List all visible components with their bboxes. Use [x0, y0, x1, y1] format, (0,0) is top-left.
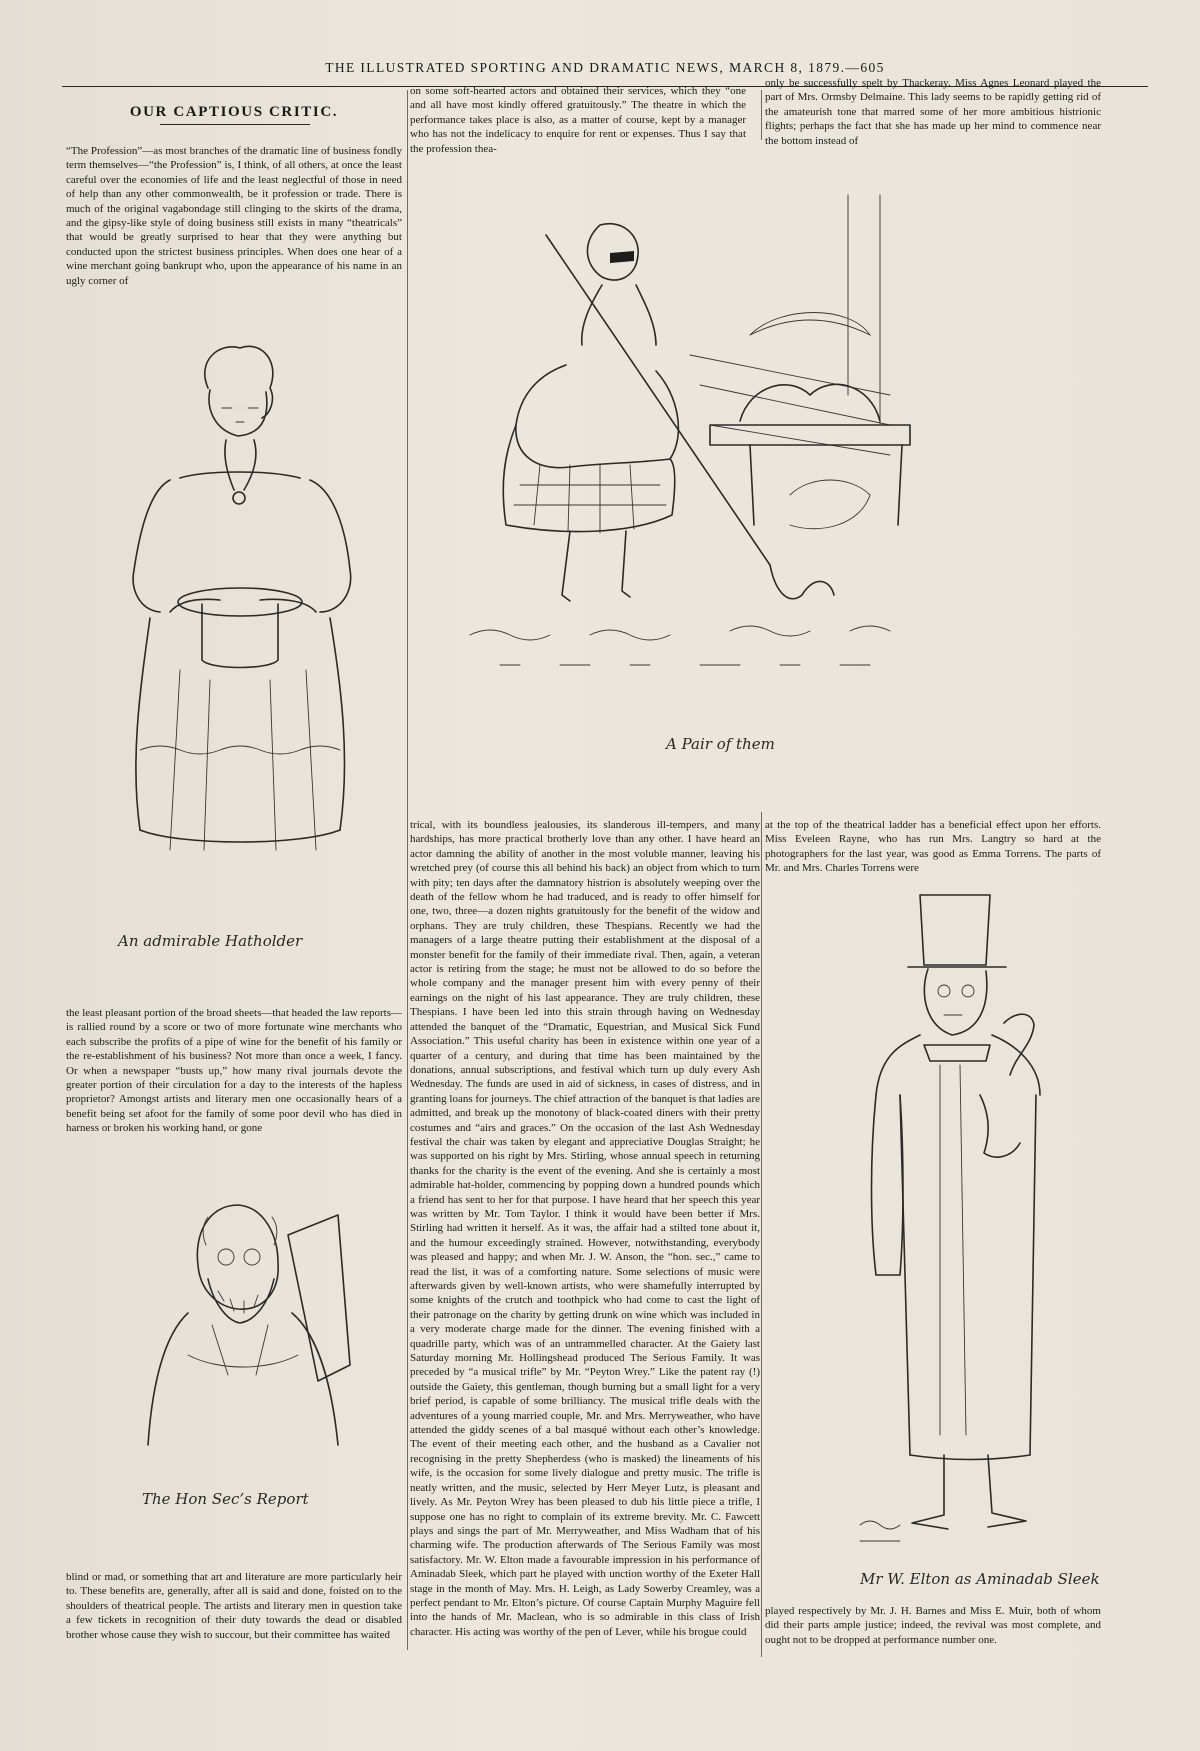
article-col3-bottom: played respectively by Mr. J. H. Barnes and Miss E. Muir, both of whom did their parts ample justice; indeed, the revival was most complete, and ought not to be dropped at performance number one. [765, 1605, 1101, 1646]
article-col1-bottom: blind or mad, or something that art and literature are more particularly heir to. These benefits are, generally, after all is said and done, foisted on to the shoulders of theatrical people. The artists and literary men in question take a few tickets in recognition of their duty towards the dead or disabled brother whose cause they wish to succour, but their committee has waited [66, 1571, 402, 1641]
article-col3-top: only be successfully spelt by Thackeray. Miss Agnes Leonard played the part of Mrs. Ormsby Delmaine. This lady seems to be rapidly getting rid of the amateurish tone that marred some of her more ambitious histrionic flights; perhaps the fact that she has made up her mind to commence near the bottom instead of [765, 77, 1101, 147]
article-col2-main: trical, with its boundless jealousies, its slanderous ill-tempers, and many hardships, has more practical brotherly love than any other. I have heard an actor damning the ability of another in the most voluble manner, leaving his wretched prey (of course this all behind his back) an object from which to turn with pity; ten days after the damnatory histrion is absolutely weeping over the death of the fellow whom he had traduced, and is ready to offer himself for one, two, three—a dozen nights gratuitously for the benefit of the widow and orphans. They are truly children, these Thespians. Recently we had the managers of a large theatre putting their establishment at the disposal of a monster benefit for the family of their immediate rival. Then, again, a veteran actor is retiring from the stage; he must not be allowed to do so before the whole company and the manager present him with every penny of their earnings on the night of his last appearance. They are truly children, these Thespians. I have been led into this strain through having on Wednesday attended the banquet of the “Dramatic, Equestrian, and Musical Sick Fund Association.” This useful charity has been in existence within one year of a quarter of a century, and during that time has been maintained by the donations, annual subscriptions, and festival which turn up duly every Ash Wednesday. The funds are used in aid of sickness, in cases of distress, and in granting loans for journeys. The chief attraction of the banquet is that ladies are admitted, and break up the monotony of black-coated diners with their pretty costumes and “airs and graces.” On the occasion of the last Ash Wednesday festival the chair was taken by elegant and appreciative Douglas Straight; he was supported on his right by Mrs. Stirling, whose annual speech in returning thanks for the charity is the event of the evening. And she is certainly a most admirable hat-holder, commencing by popping down a hundred pounds which a friend has sent to her for that purpose. I have heard that her speech this year was written by Mr. Tom Taylor. I think it would have been better if Mrs. Stirling had written it herself. As it was, the affair had a stilted tone about it, and the humour exceedingly strained. However, notwithstanding, everybody was pleased and happy; and when Mr. J. W. Anson, the “hon. sec.,” came to read the list, it was of a comforting nature. Some selections of music were afterwards given by well-known artists, who were shamefully interrupted by some knights of the crutch and toothpick who had come to cast the light of their patronage on the charity by getting drunk on wine which was included in a very moderate charge made for the dinner. The evening finished with a quadrille party, which was of an untrammelled character. At the Gaiety last Saturday morning Mr. Hollingshead produced The Serious Family. It was preceded by “a musical trifle” by Mr. “Peyton Wrey.” Like the patent ray (!) outside the Gaiety, this gentleman, though burning but a small light for a very brief period, is capable of some brilliancy. The musical trifle deals with the adventures of a young married couple, Mr. and Mrs. Merryweather, who have attended the giddy scenes of a bal masqué without each other’s knowledge. The event of their meeting each other, and the husband as a Cavalier not recognising in the pretty Shepherdess (who is masked) the lineaments of his wife, is the occasion for some lively dialogue and pretty music. The trifle is neatly written, and the music, selected by Herr Meyer Lutz, is pleasant and lively. As Mr. Peyton Wrey has been pleased to dub his little piece a trifle, I suppose one has no right to complain of its extreme brevity. Mr. C. Fawcett plays and sings the part of Mr. Merryweather, and Miss Wadham that of his charming wife. The production afterwards of The Serious Family was most satisfactory. Mr. W. Elton made a favourable impression in his performance of Aminadab Sleek, which part he played with unction worthy of the Exeter Hall stage in the month of May. Mrs. H. Leigh, as Lady Sowerby Creamley, was a perfect pendant to Mr. Elton’s picture. Of course Captain Murphy Maguire fell into the hands of Mr. Maclean, who is so admirable in this class of Irish character. His acting was worthy of the pen of Lever, while his brogue could [410, 819, 760, 1638]
pair-of-them-illustration [450, 195, 1030, 715]
article-heading: OUR CAPTIOUS CRITIC. [129, 104, 339, 120]
hatholder-illustration [110, 330, 370, 930]
article-col1-top: “The Profession”—as most branches of the dramatic line of business fondly term themselves—“the Profession” is, I think, of all others, at once the least careful over the economies of life and the least neglectful of those in need of help than any other commonwealth, be it profession or trade. There is much of the original vagabondage still clinging to the skirts of the drama, and the gipsy-like style of doing business still exists in many “theatricals” that would be greatly surprised to hear that they were anything but conducted upon the strictest business principles. When does one hear of a wine merchant going bankrupt who, upon the appearance of his name in an ugly corner of [66, 145, 402, 287]
column-divider-left [407, 90, 408, 1650]
masthead: THE ILLUSTRATED SPORTING AND DRAMATIC NEWS, MARCH 8, 1879.—605 [325, 60, 885, 75]
column-divider-right-top [761, 90, 762, 140]
hon-sec-report-illustration [128, 1195, 368, 1465]
hon-sec-report-caption: The Hon Sec’s Report [142, 1490, 309, 1508]
elton-illustration [840, 895, 1080, 1555]
article-col1-mid: the least pleasant portion of the broad sheets—that headed the law reports—is rallied round by a score or two of more fortunate wine merchants who each subscribe the profits of a pipe of wine for the benefit of his family or the re-establishment of his business? Not more than once a week, I fancy. Or when a newspaper “busts up,” how many rival journals devote the greater portion of their circulation for a day to the interests of the hapless proprietor? Amongst artists and literary men one occasionally hears of a benefit being set afoot for the family of some poor devil who has died in harness or broken his working hand, or gone [66, 1007, 402, 1135]
article-col2-top: on some soft-hearted actors and obtained their services, which they “one and all have most kindly offered gratuitously.” The theatre in which the performance takes place is also, as a matter of course, kept by a manager who has not the indelicacy to enquire for rent or expenses. Thus I say that the profession thea- [410, 85, 746, 155]
column-divider-right-bottom [761, 812, 762, 1657]
hatholder-caption: An admirable Hatholder [118, 932, 303, 950]
article-col3-mid: at the top of the theatrical ladder has a beneficial effect upon her efforts. Miss Eveleen Rayne, who has run Mrs. Langtry so hard at the photographers for the last year, was good as Emma Torrens. The parts of Mr. and Mrs. Charles Torrens were [765, 819, 1101, 875]
pair-of-them-caption: A Pair of them [666, 735, 775, 753]
elton-caption: Mr W. Elton as Aminadab Sleek [860, 1570, 1100, 1588]
heading-rule [160, 124, 310, 125]
